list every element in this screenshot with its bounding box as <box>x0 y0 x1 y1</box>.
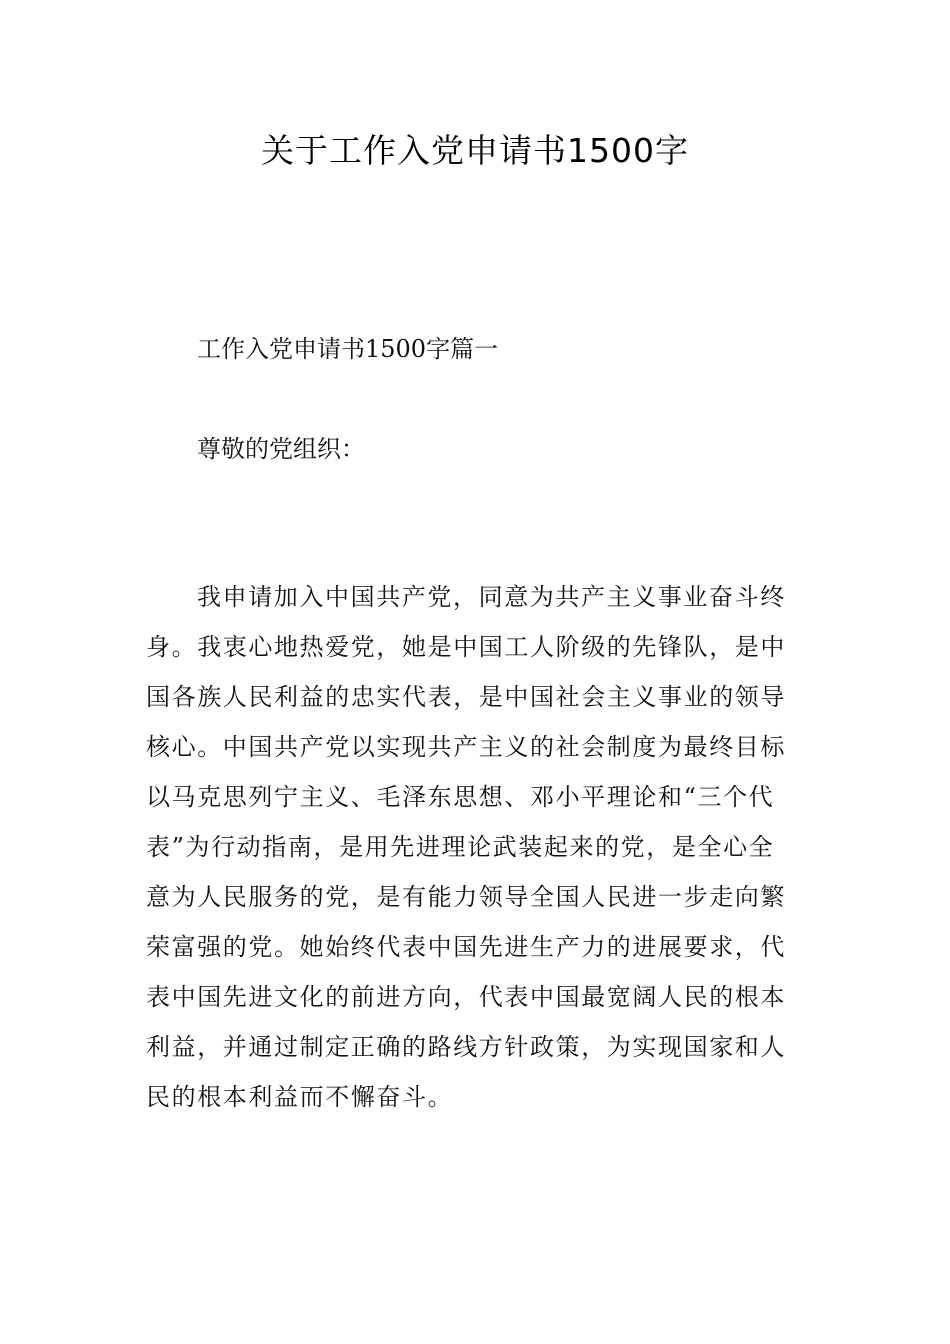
paragraph-line: 民的根本利益而不懈奋斗。 <box>146 1083 454 1111</box>
paragraph-line: 利益，并通过制定正确的路线方针政策，为实现国家和人 <box>146 1033 786 1061</box>
paragraph-line: 核心。中国共产党以实现共产主义的社会制度为最终目标 <box>146 733 786 761</box>
paragraph-line: 表”为行动指南，是用先进理论武装起来的党，是全心全 <box>146 833 775 861</box>
paragraph-line: 意为人民服务的党，是有能力领导全国人民进一步走向繁 <box>146 883 786 911</box>
paragraph-line: 荣富强的党。她始终代表中国先进生产力的进展要求，代 <box>146 933 786 961</box>
paragraph-line: 表中国先进文化的前进方向，代表中国最宽阔人民的根本 <box>146 983 786 1011</box>
paragraph-line: 我申请加入中国共产党，同意为共产主义事业奋斗终 <box>197 583 786 611</box>
paragraph-line: 身。我衷心地热爱党，她是中国工人阶级的先锋队，是中 <box>146 633 786 661</box>
paragraph-line: 国各族人民利益的忠实代表，是中国社会主义事业的领导 <box>146 683 786 711</box>
salutation: 尊敬的党组织： <box>197 435 365 463</box>
body-paragraph <box>146 580 806 1130</box>
section-heading: 工作入党申请书1500字篇一 <box>197 335 499 363</box>
document-title: 关于工作入党申请书1500字 <box>261 131 689 170</box>
paragraph-line: 以马克思列宁主义、毛泽东思想、邓小平理论和“三个代 <box>146 783 775 811</box>
